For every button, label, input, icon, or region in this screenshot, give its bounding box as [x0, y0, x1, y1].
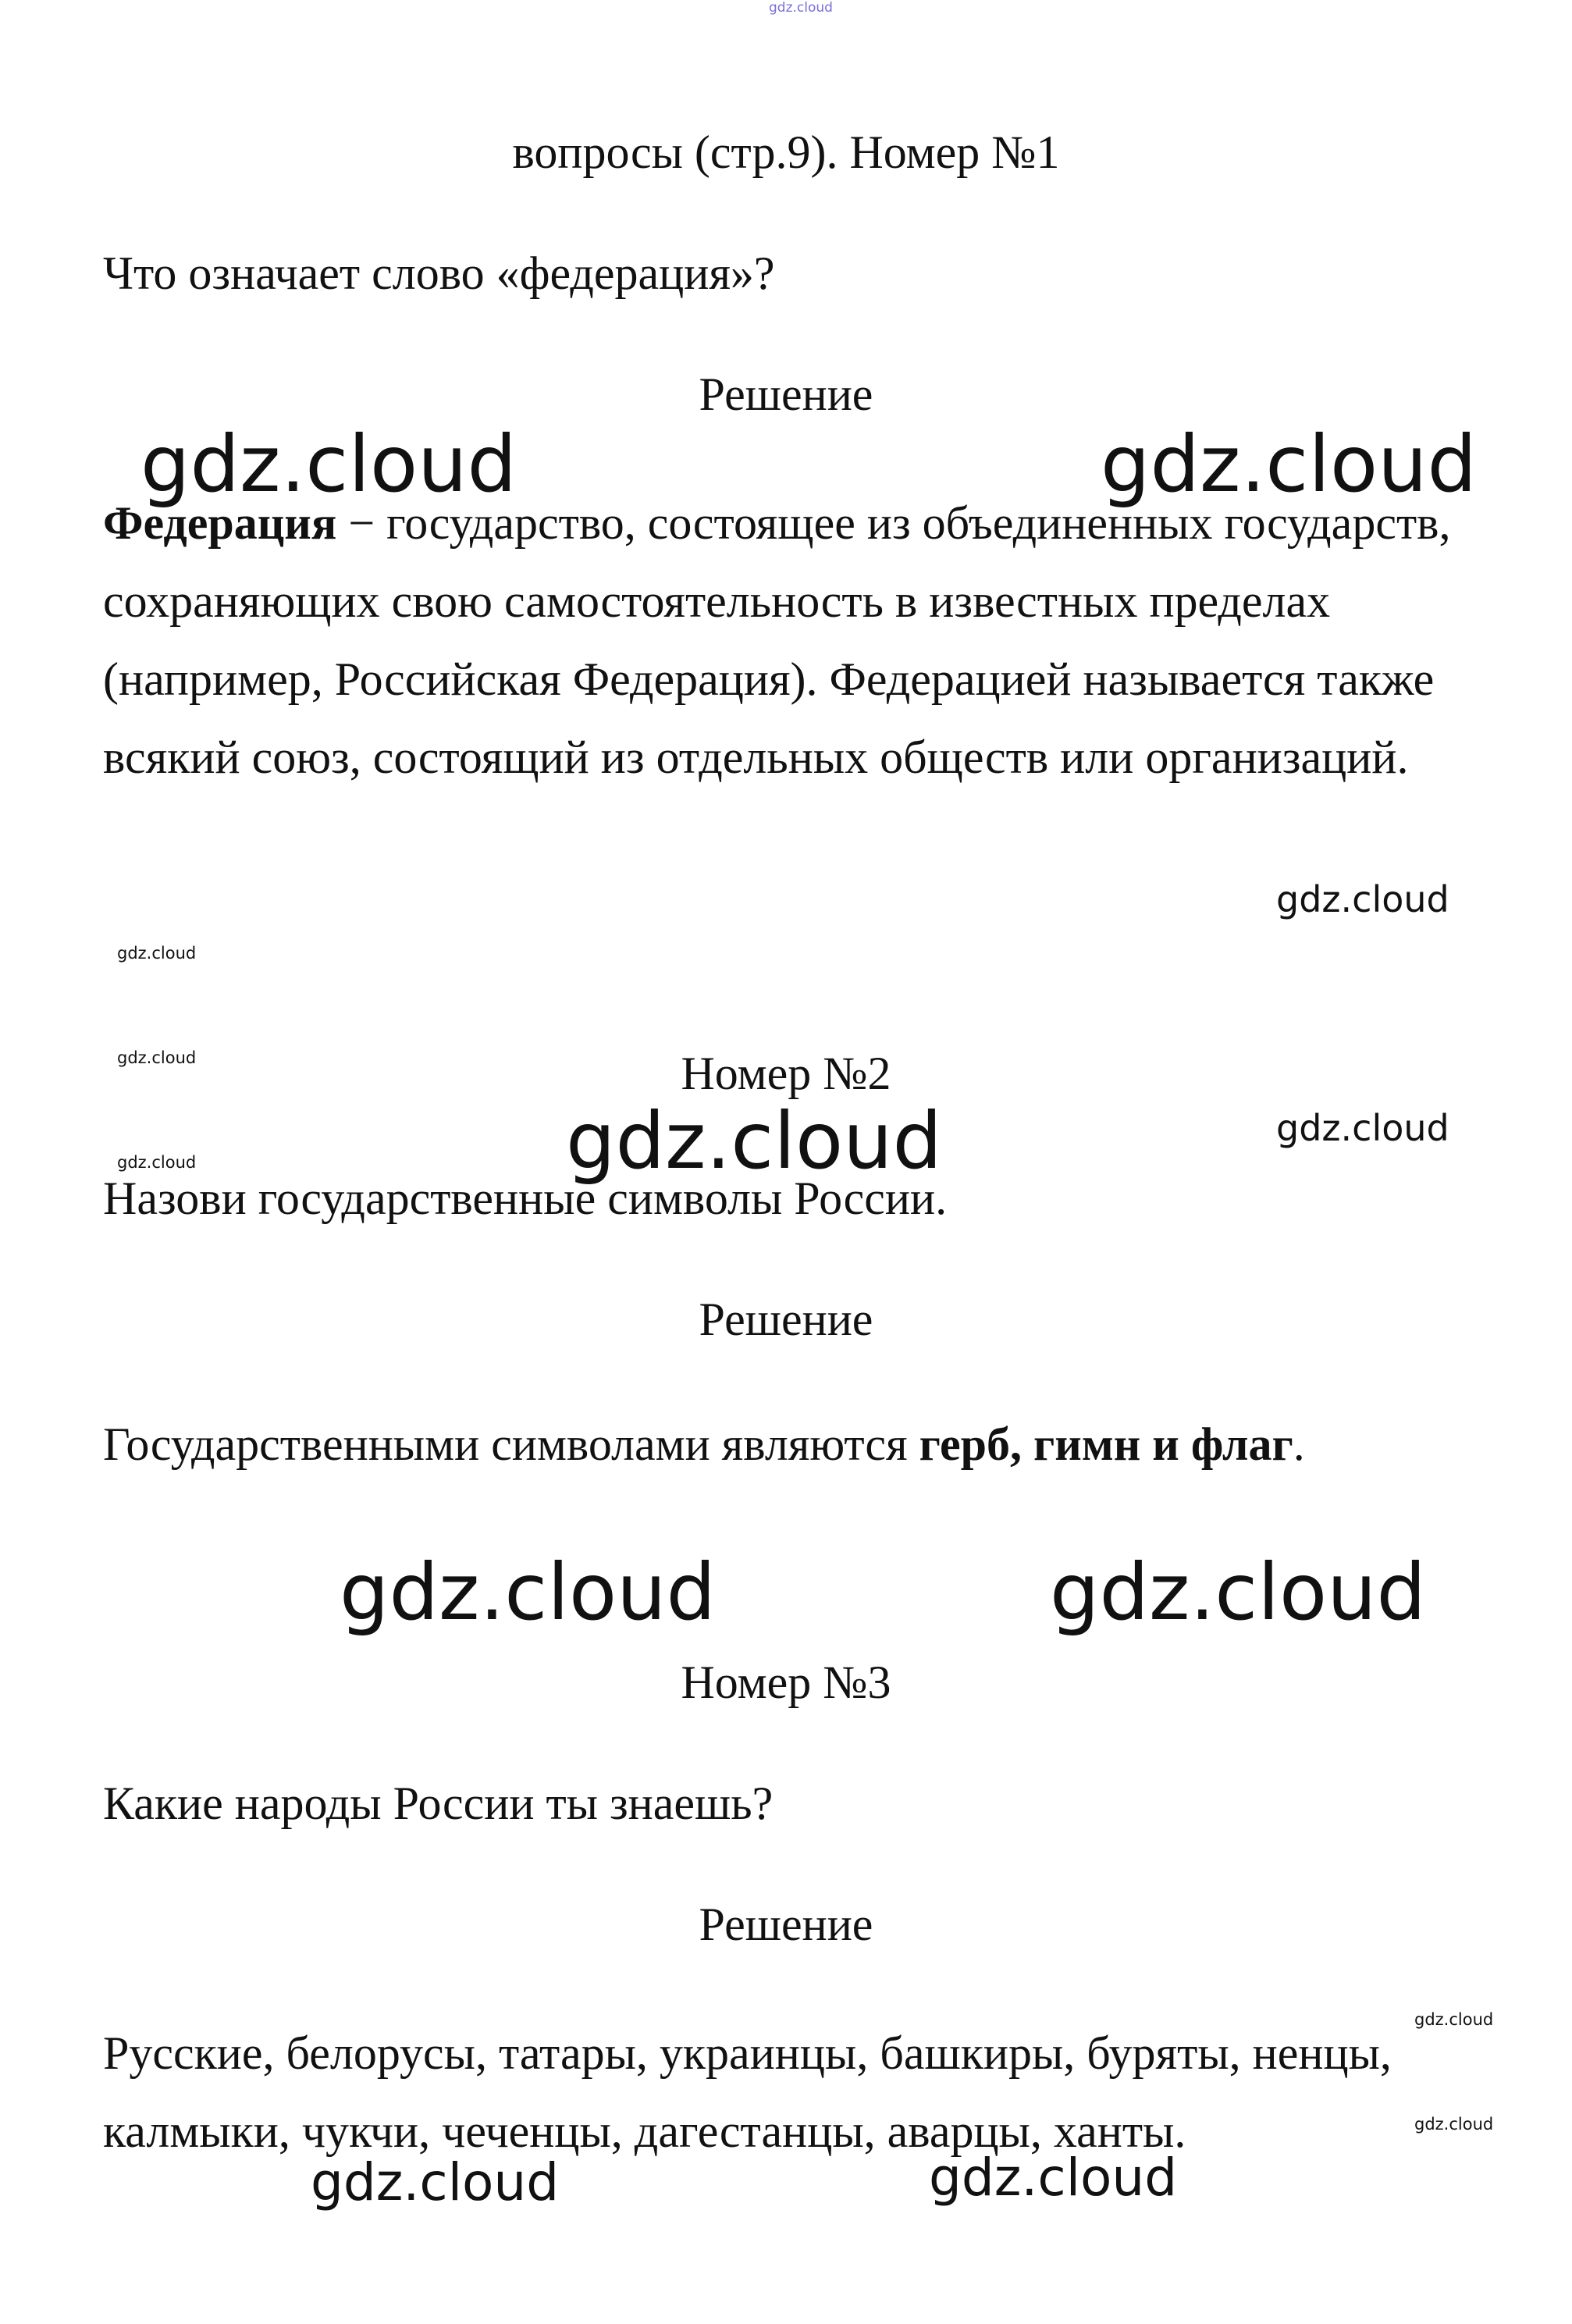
answer-1 [103, 484, 1508, 796]
solution-label-1: Решение [699, 368, 873, 420]
question-2: Назови государственные символы России. [103, 1173, 948, 1224]
answer-2-post: . [1293, 1418, 1305, 1470]
watermark-large: gdz.cloud [1050, 1546, 1427, 1638]
question-3: Какие народы России ты знаешь? [103, 1778, 774, 1829]
watermark-large: gdz.cloud [311, 2152, 560, 2212]
watermark-large: gdz.cloud [140, 418, 517, 510]
question-1: Что означает слово «федерация»? [103, 247, 775, 299]
watermark-small: gdz.cloud [117, 1048, 197, 1067]
answer-2-symbols: герб, гимн и флаг [919, 1418, 1293, 1470]
answer-1-text: − государство, состоящее из объединенных государств, сохраняющих свою самостоятельность в известных пределах (например, Российская Федерация). Федерацией называется также всякий союз, состоящий из отдельных обществ или организаций. [103, 497, 1451, 783]
watermark-medium: gdz.cloud [1276, 1107, 1449, 1149]
heading-2: Номер №2 [681, 1048, 891, 1099]
answer-2 [103, 1405, 1305, 1483]
answer-2-pre: Государственными символами являются [103, 1418, 919, 1470]
answer-1-term: Федерация [103, 497, 337, 549]
watermark-small: gdz.cloud [117, 944, 197, 963]
watermark-medium: gdz.cloud [1276, 878, 1449, 920]
watermark-large: gdz.cloud [340, 1546, 717, 1638]
heading-1: вопросы (стр.9). Номер №1 [512, 126, 1060, 178]
watermark-small: gdz.cloud [117, 1153, 197, 1172]
watermark-large: gdz.cloud [566, 1095, 943, 1187]
watermark-small: gdz.cloud [1414, 2115, 1494, 2134]
heading-3: Номер №3 [681, 1657, 891, 1708]
solution-label-2: Решение [699, 1294, 873, 1345]
solution-label-3: Решение [699, 1899, 873, 1950]
answer-3: Русские, белорусы, татары, украинцы, башкиры, буряты, ненцы, калмыки, чукчи, чеченцы, дагестанцы, аварцы, ханты. [103, 2027, 1392, 2157]
watermark-top: gdz.cloud [769, 0, 833, 16]
watermark-small: gdz.cloud [1414, 2010, 1494, 2029]
watermark-large: gdz.cloud [929, 2148, 1178, 2208]
watermark-large: gdz.cloud [1101, 418, 1478, 510]
